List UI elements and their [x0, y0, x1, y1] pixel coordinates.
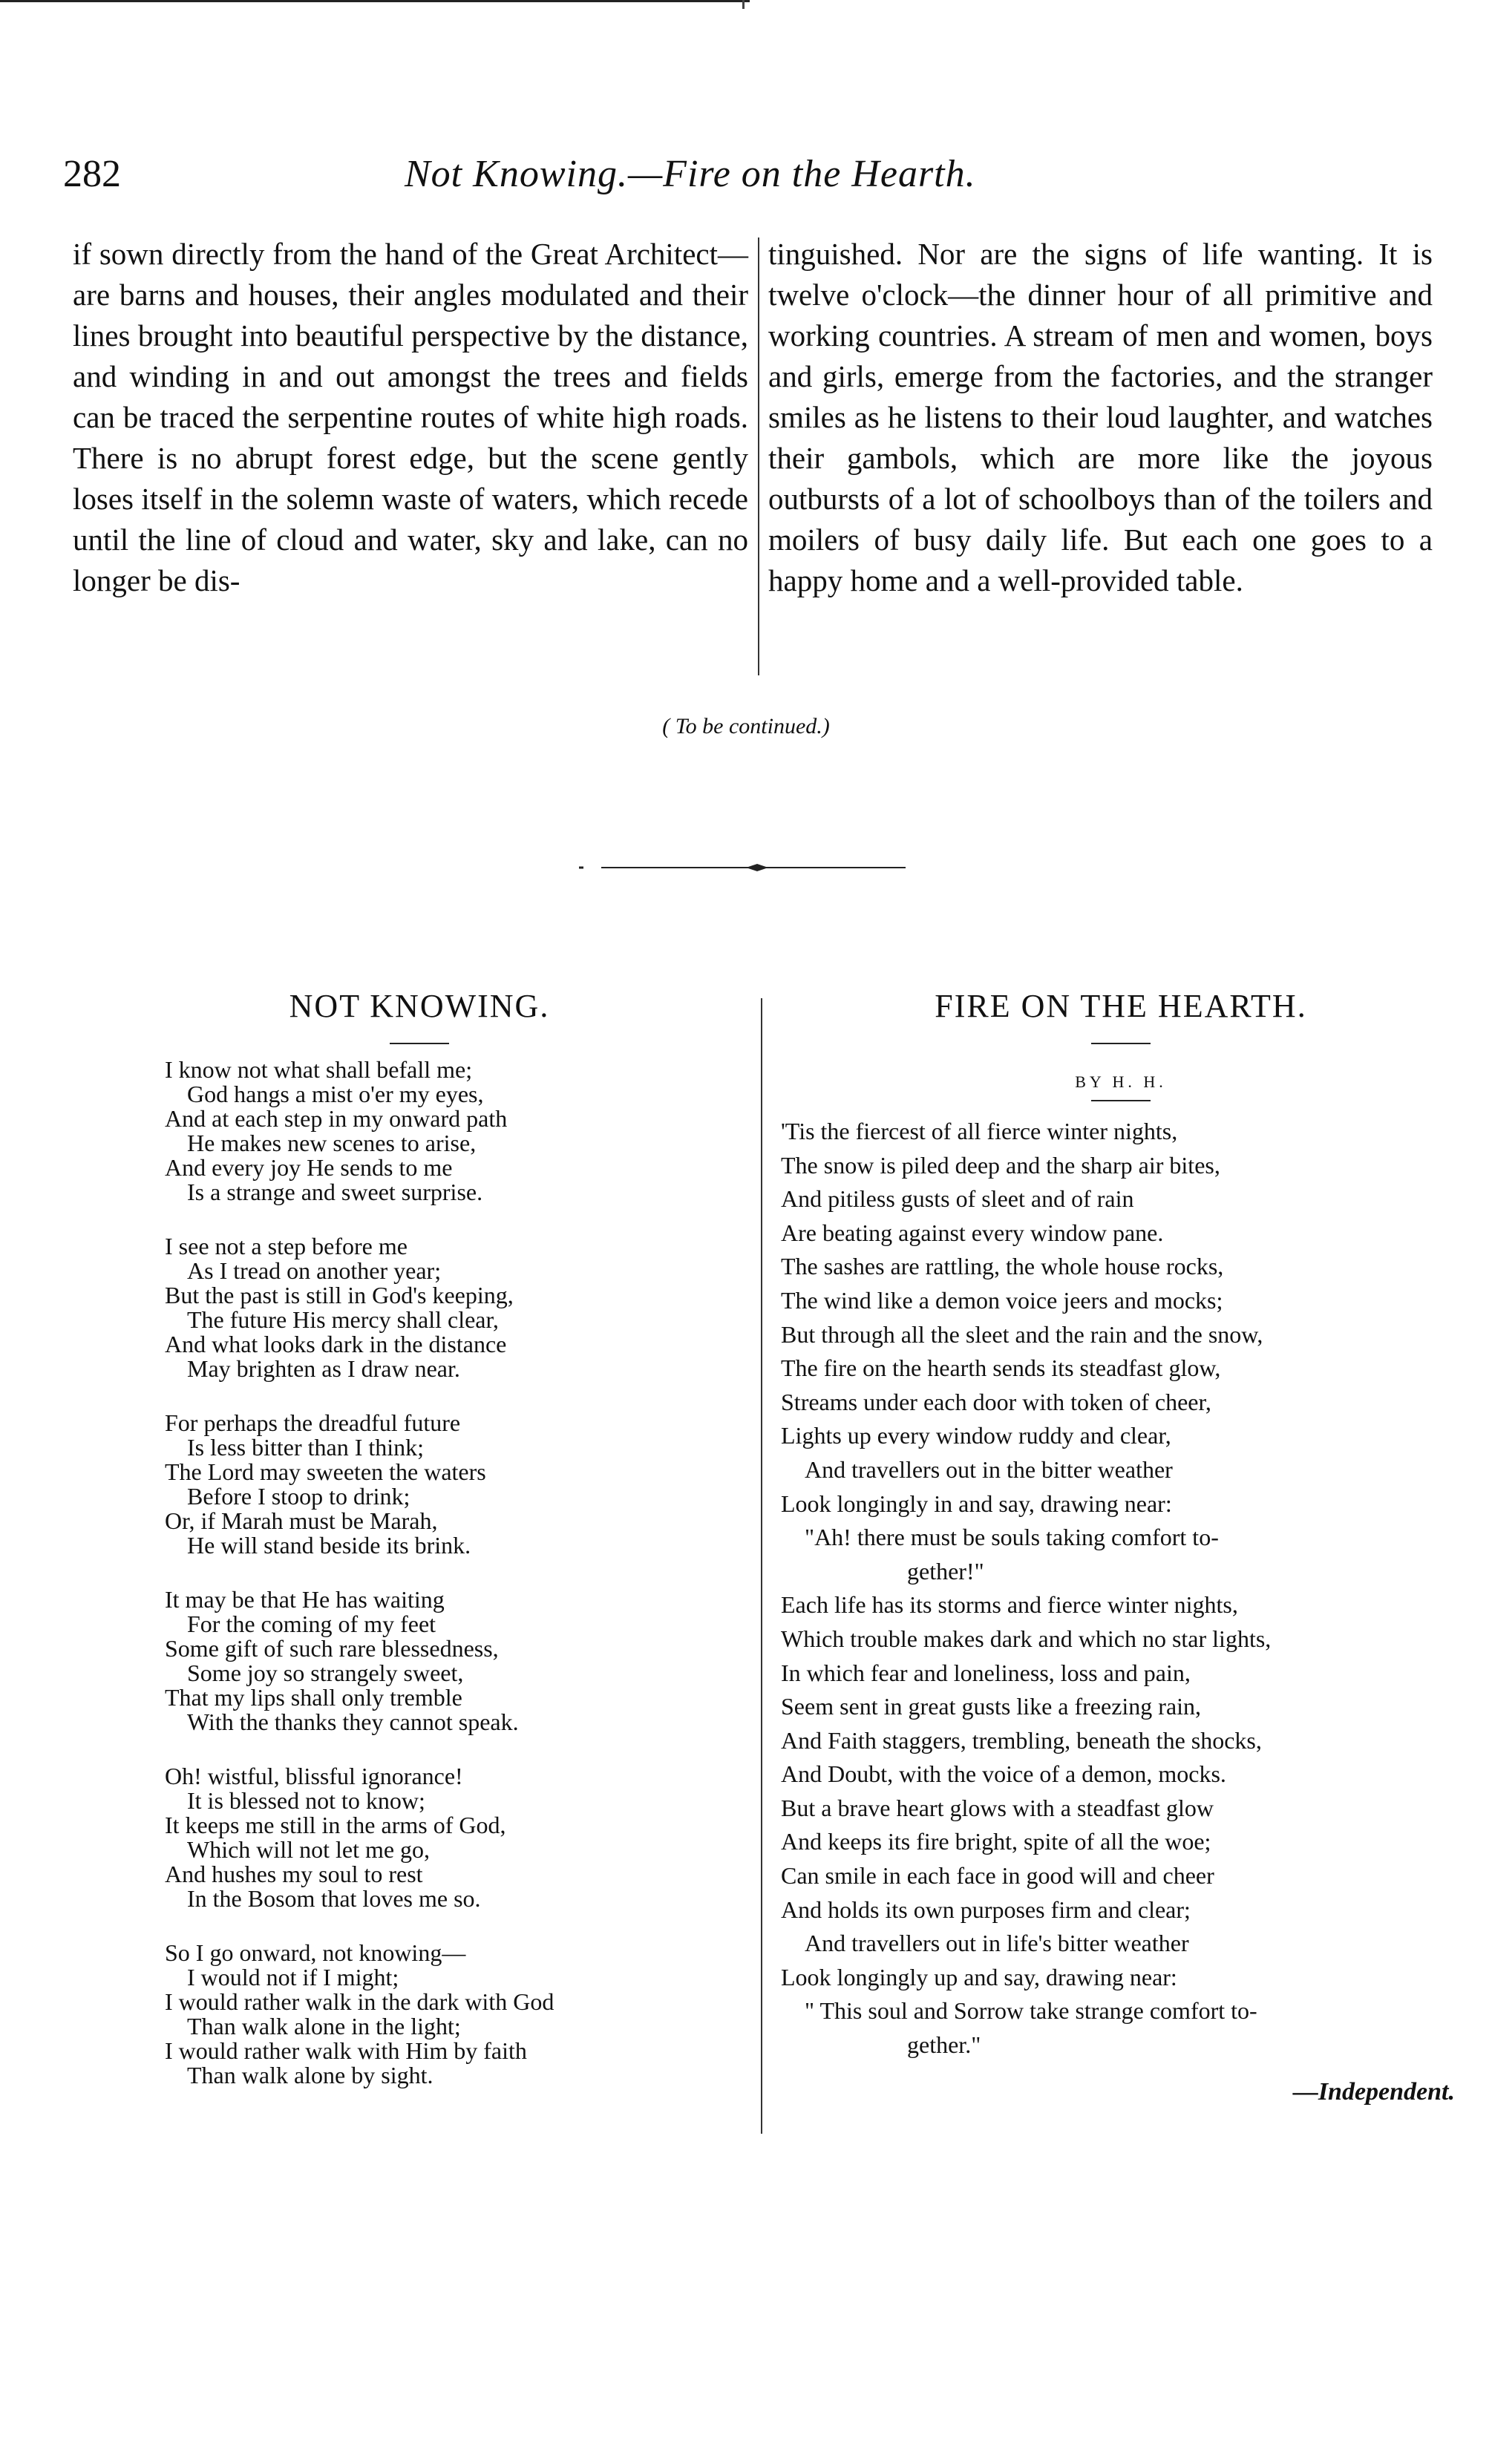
poem-line: Is less bitter than I think; [187, 1434, 425, 1461]
poem-line: And Faith staggers, trembling, beneath the shocks, [781, 1726, 1262, 1754]
poem-attribution: —Independent. [1292, 2078, 1455, 2106]
poem-line: And holds its own purposes firm and clear; [781, 1895, 1191, 1923]
poem-line: 'Tis the fiercest of all fierce winter nights, [781, 1118, 1178, 1144]
poem-line: "Ah! there must be souls taking comfort to- [805, 1524, 1219, 1551]
poem-line: And pitiless gusts of sleet and of rain [781, 1185, 1134, 1213]
poem-line: He makes new scenes to arise, [187, 1130, 477, 1156]
poem-line: Look longingly in and say, drawing near: [781, 1490, 1172, 1517]
poem-line: And Doubt, with the voice of a demon, mocks. [781, 1760, 1226, 1788]
poem-line: The Lord may sweeten the waters [165, 1458, 486, 1485]
byline-rule [1091, 1100, 1151, 1101]
poem-line: Before I stoop to drink; [187, 1483, 410, 1510]
poem-line: Some joy so strangely sweet, [187, 1659, 464, 1686]
poem-stanza [165, 1058, 751, 1205]
poem-stanza [165, 1234, 751, 1381]
poem-line: I know not what shall befall me; [165, 1056, 473, 1083]
poem-line: I would rather walk in the dark with God [165, 1988, 554, 2015]
poem-line: But a brave heart glows with a steadfast glow [781, 1794, 1214, 1821]
prose-left-column [73, 234, 748, 601]
poem-line: Are beating against every window pane. [781, 1219, 1164, 1246]
poem-line: And what looks dark in the distance [165, 1331, 507, 1357]
poem-line: Is a strange and sweet surprise. [187, 1179, 483, 1205]
top-rule [0, 0, 750, 2]
poem-line: For the coming of my feet [187, 1611, 436, 1637]
prose-right-paragraph: tinguished. Nor are the signs of life wanting. It is twelve o'clock—the dinner hour of all primitive and working countries. A stream of men and women, boys and girls, emerge from the factories, and the stranger smiles as he listens to their loud laughter, and watches their gambols, which are more like the joyous outbursts of a lot of schoolboys than of the toilers and moilers of busy daily life. But each one goes to a happy home and a well-provided table. [768, 237, 1433, 597]
poem-line: He will stand beside its brink. [187, 1532, 471, 1559]
poem-stanza [165, 1941, 751, 2088]
section-ornament [579, 862, 928, 873]
poem-line: As I tread on another year; [187, 1257, 442, 1284]
poem-line: " This soul and Sorrow take strange comfort to- [805, 1997, 1257, 2025]
to-be-continued: ( To be continued.) [662, 714, 830, 738]
prose-left-paragraph: if sown directly from the hand of the Great Architect—are barns and houses, their angles modulated and their lines brought into beautiful perspective by the distance, and winding in and out amongst the trees and fields can be traced the serpentine routes of white high roads. There is no abrupt forest edge, but the scene gently loses itself in the solemn waste of waters, which recede until the line of cloud and water, sky and lake, can no longer be dis- [73, 237, 748, 597]
poem-stanza [165, 1587, 751, 1734]
poem-line: It may be that He has waiting [165, 1586, 445, 1613]
poem-line: For perhaps the dreadful future [165, 1409, 461, 1436]
poem-stanza [165, 1764, 751, 1911]
page-number: 282 [63, 153, 121, 195]
poem-line: The snow is piled deep and the sharp air bites, [781, 1151, 1220, 1179]
poem-line: Than walk alone by sight. [187, 2062, 433, 2088]
poem-line: gether." [907, 2031, 981, 2059]
poem-title-not-knowing: NOT KNOWING. [289, 988, 550, 1024]
poem-column-divider [761, 998, 762, 2134]
poem-line: In the Bosom that loves me so. [187, 1885, 481, 1912]
poem-line: Some gift of such rare blessedness, [165, 1635, 499, 1662]
poem-line: And hushes my soul to rest [165, 1861, 423, 1887]
poem-line: Streams under each door with token of cheer, [781, 1388, 1211, 1415]
poem-line: And travellers out in life's bitter weather [805, 1930, 1189, 1957]
poem-line: With the thanks they cannot speak. [187, 1708, 519, 1735]
poem-title-fire-on-the-hearth: FIRE ON THE HEARTH. [935, 988, 1307, 1024]
poem-line: And at each step in my onward path [165, 1105, 508, 1132]
poem-line: The wind like a demon voice jeers and mocks; [781, 1286, 1223, 1314]
poem-line: In which fear and loneliness, loss and pain, [781, 1659, 1191, 1686]
poem-line: And every joy He sends to me [165, 1154, 453, 1181]
poem-line: But through all the sleet and the rain and the snow, [781, 1320, 1263, 1348]
poem-line: Than walk alone in the light; [187, 2013, 461, 2039]
poem-line: I would rather walk with Him by faith [165, 2037, 527, 2064]
poem-line: It keeps me still in the arms of God, [165, 1812, 506, 1838]
poem-line: gether!" [907, 1557, 984, 1585]
poem-line: The fire on the hearth sends its steadfast glow, [781, 1354, 1221, 1382]
column-divider [758, 237, 759, 675]
prose-right-column [768, 234, 1433, 601]
poem-line: Oh! wistful, blissful ignorance! [165, 1763, 463, 1789]
poem-line: That my lips shall only tremble [165, 1684, 462, 1711]
top-mark [742, 0, 745, 9]
poem-line: I see not a step before me [165, 1233, 408, 1259]
poem-line: Which trouble makes dark and which no star lights, [781, 1625, 1272, 1652]
poem-line: Or, if Marah must be Marah, [165, 1507, 438, 1534]
running-title: Not Knowing.—Fire on the Hearth. [405, 153, 976, 195]
title-rule [1091, 1043, 1151, 1044]
poem-line: And travellers out in the bitter weather [805, 1455, 1173, 1483]
poem-line: But the past is still in God's keeping, [165, 1282, 514, 1308]
poem-line: It is blessed not to know; [187, 1787, 425, 1814]
poem-line: Each life has its storms and fierce winter nights, [781, 1591, 1238, 1619]
poem-line: May brighten as I draw near. [187, 1355, 460, 1382]
poem-line: So I go onward, not knowing— [165, 1939, 466, 1966]
poem-line: I would not if I might; [187, 1964, 399, 1990]
title-rule [390, 1043, 449, 1044]
poem-line: Which will not let me go, [187, 1836, 431, 1863]
poem-byline: BY H. H. [1075, 1072, 1167, 1091]
page-header [63, 152, 1459, 212]
poem-line: Seem sent in great gusts like a freezing rain, [781, 1693, 1202, 1720]
poem-fire-on-the-hearth [781, 1115, 1453, 2062]
poem-not-knowing [165, 1058, 751, 2117]
poem-line: Look longingly up and say, drawing near: [781, 1963, 1177, 1990]
poem-line: The sashes are rattling, the whole house rocks, [781, 1253, 1224, 1280]
poem-line: The future His mercy shall clear, [187, 1306, 499, 1333]
poem-line: And keeps its fire bright, spite of all the woe; [781, 1828, 1211, 1855]
poem-line: God hangs a mist o'er my eyes, [187, 1081, 484, 1107]
poem-stanza [165, 1411, 751, 1558]
poem-line: Can smile in each face in good will and cheer [781, 1862, 1214, 1890]
poem-line: Lights up every window ruddy and clear, [781, 1422, 1171, 1449]
